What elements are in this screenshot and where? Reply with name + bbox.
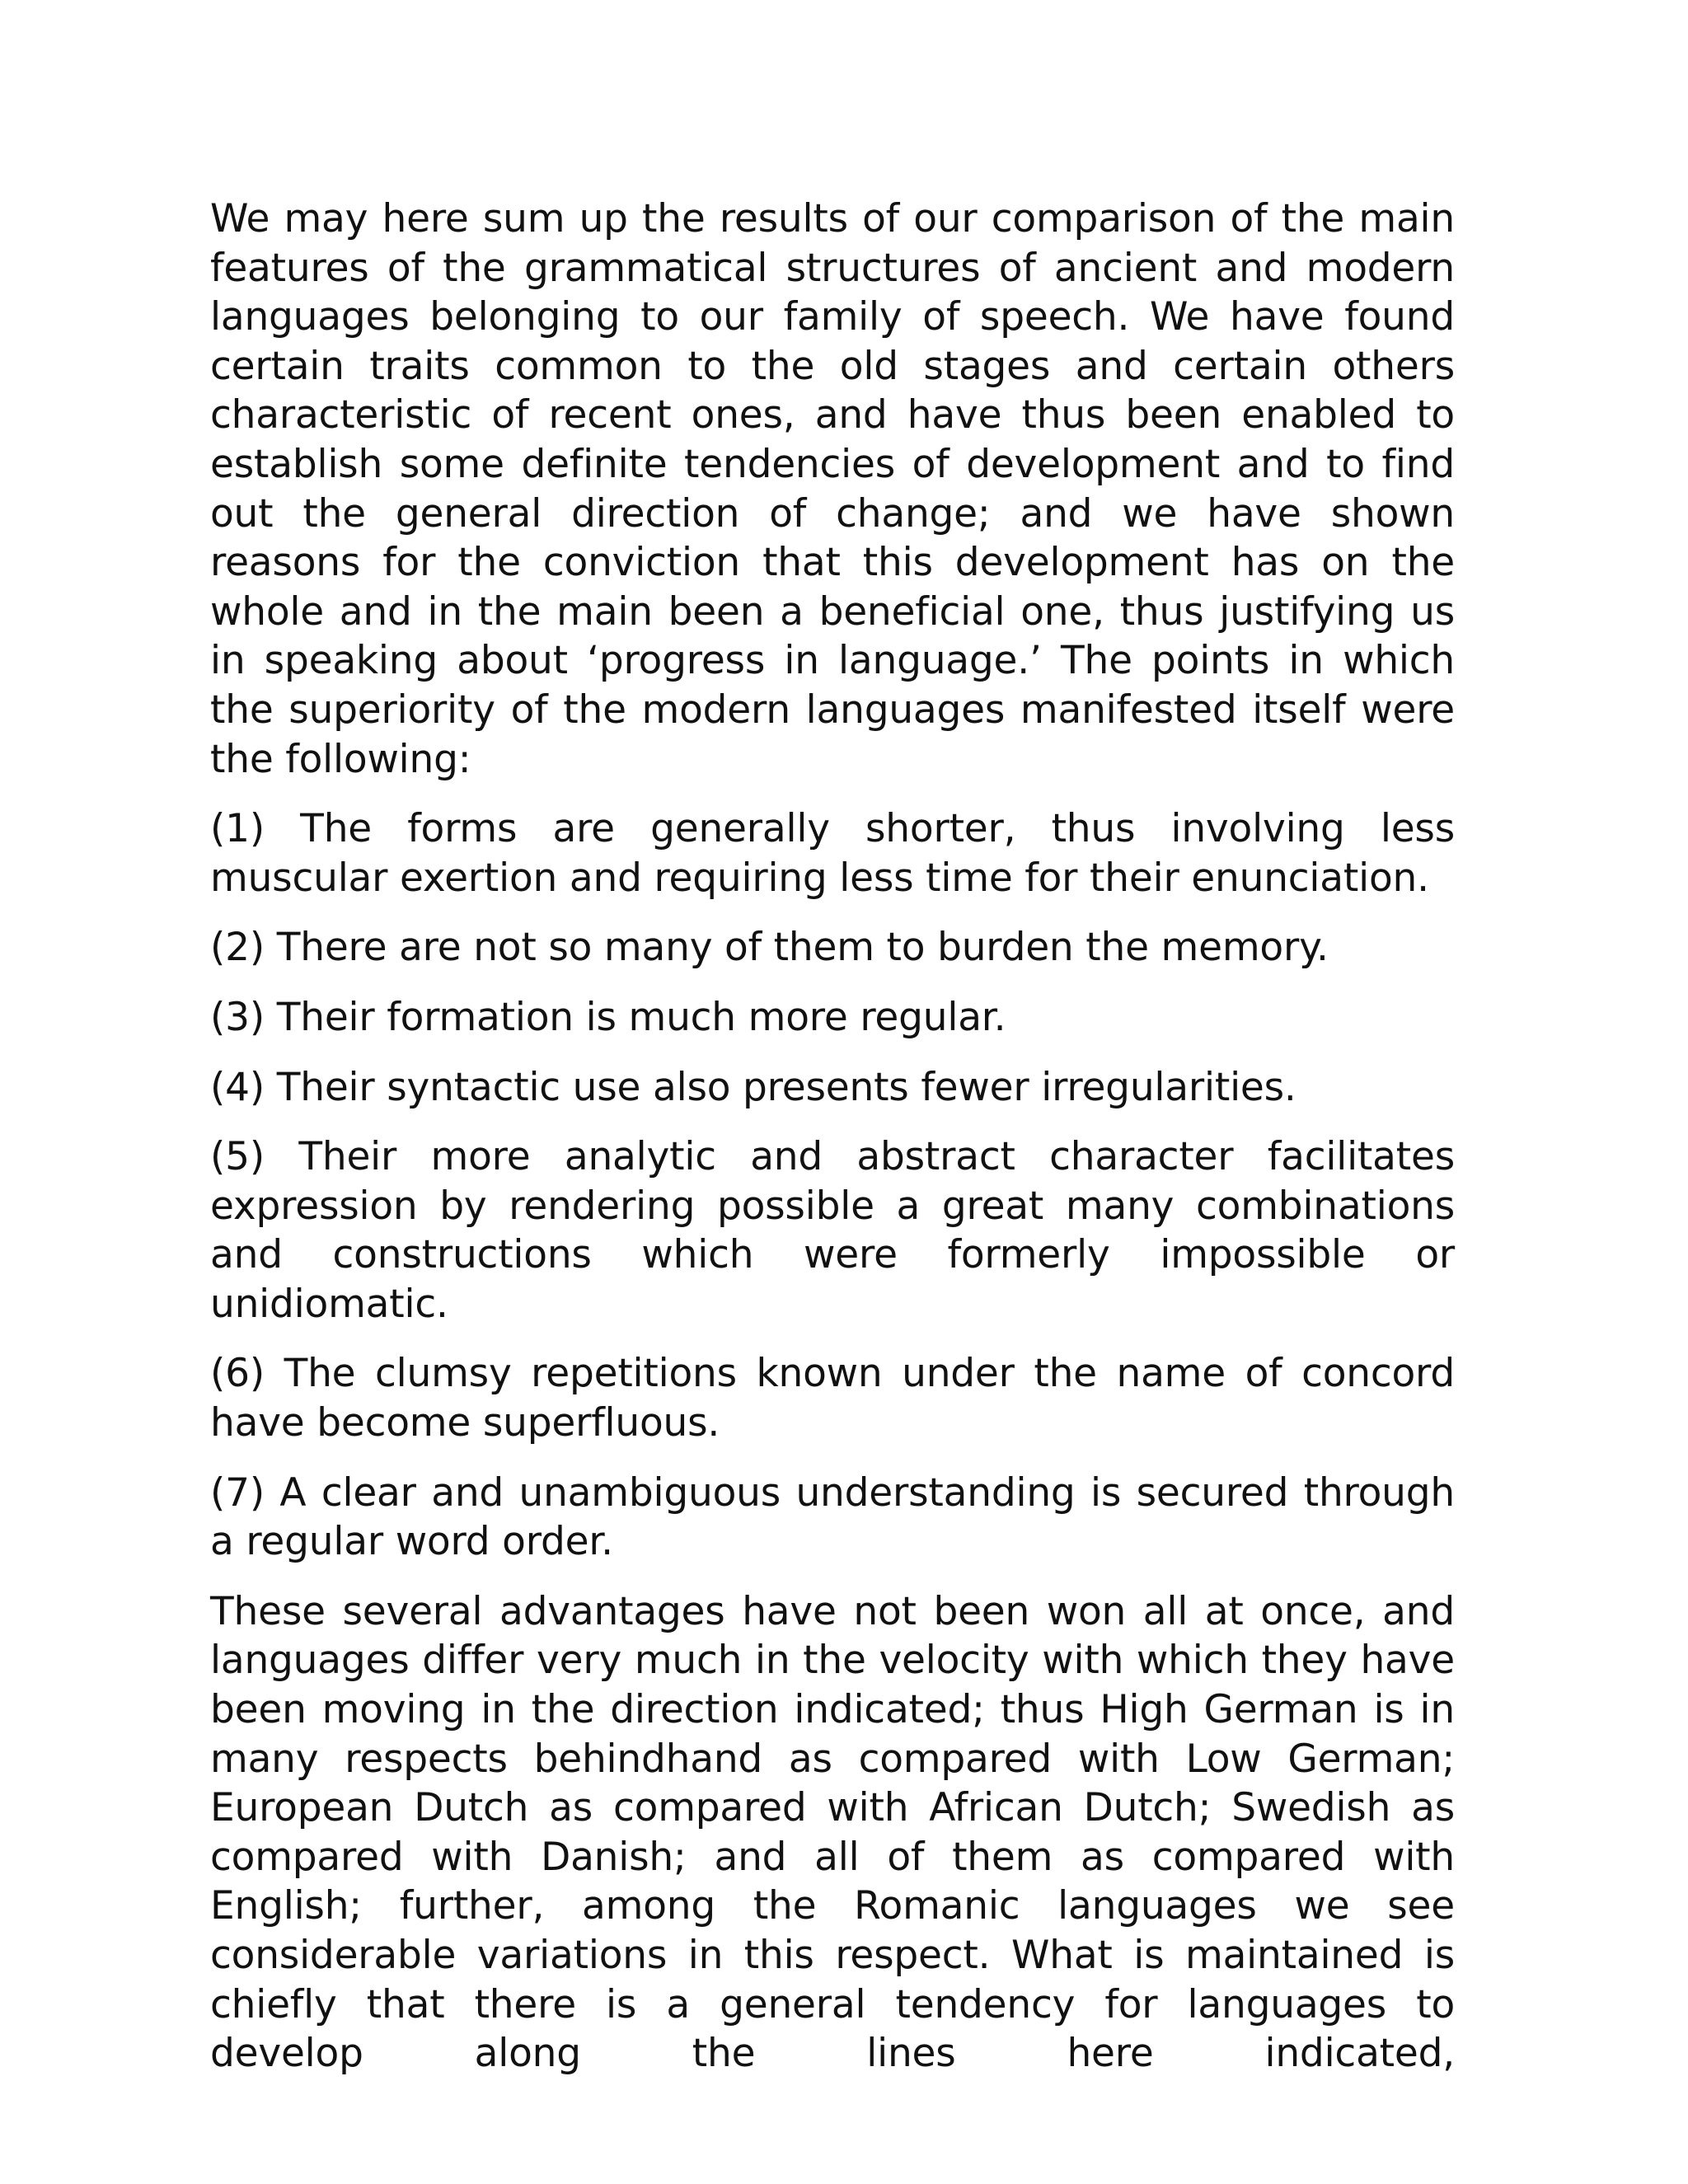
closing-paragraph: These several advantages have not been won all at once, and languages differ very much in the velocity with which they have been moving in the direction indicated; thus High German is in many respects behindhand as compared with Low German; European Dutch as compared with African Dutch; Swedish as compared with Danish; and all of them as compared with English; further, among the Romanic languages we see considerable variations in this respect. What is maintained is chiefly that there is a general tendency for languages to develop along the lines here indicated, — [210, 1588, 1455, 2077]
point-3: (3) Their formation is much more regular. — [210, 994, 1006, 1040]
point-4: (4) Their syntactic use also presents fewer irregularities. — [210, 1064, 1296, 1110]
document-page — [210, 194, 1455, 2079]
point-1: (1) The forms are generally shorter, thus involving less muscular exertion and requiring less time for their enunciation. — [210, 806, 1455, 901]
point-7: (7) A clear and unambiguous understanding is secured through a regular word order. — [210, 1469, 1455, 1565]
point-6: (6) The clumsy repetitions known under the name of concord have become superfluous. — [210, 1351, 1455, 1446]
point-5: (5) Their more analytic and abstract character facilitates expression by rendering possible a great many combinations and constructions which were formerly impossible or unidiomatic. — [210, 1134, 1455, 1327]
intro-paragraph: We may here sum up the results of our comparison of the main features of the grammatical structures of ancient and modern languages belonging to our family of speech. We have found certain traits common to the old stages and certain others characteristic of recent ones, and have thus been enabled to establish some definite tendencies of development and to find out the general direction of change; and we have shown reasons for the conviction that this development has on the whole and in the main been a beneficial one, thus justifying us in speaking about ‘progress in language.’ The points in which the superiority of the modern languages manifested itself were the following: — [210, 196, 1455, 782]
point-2: (2) There are not so many of them to burden the memory. — [210, 925, 1329, 971]
